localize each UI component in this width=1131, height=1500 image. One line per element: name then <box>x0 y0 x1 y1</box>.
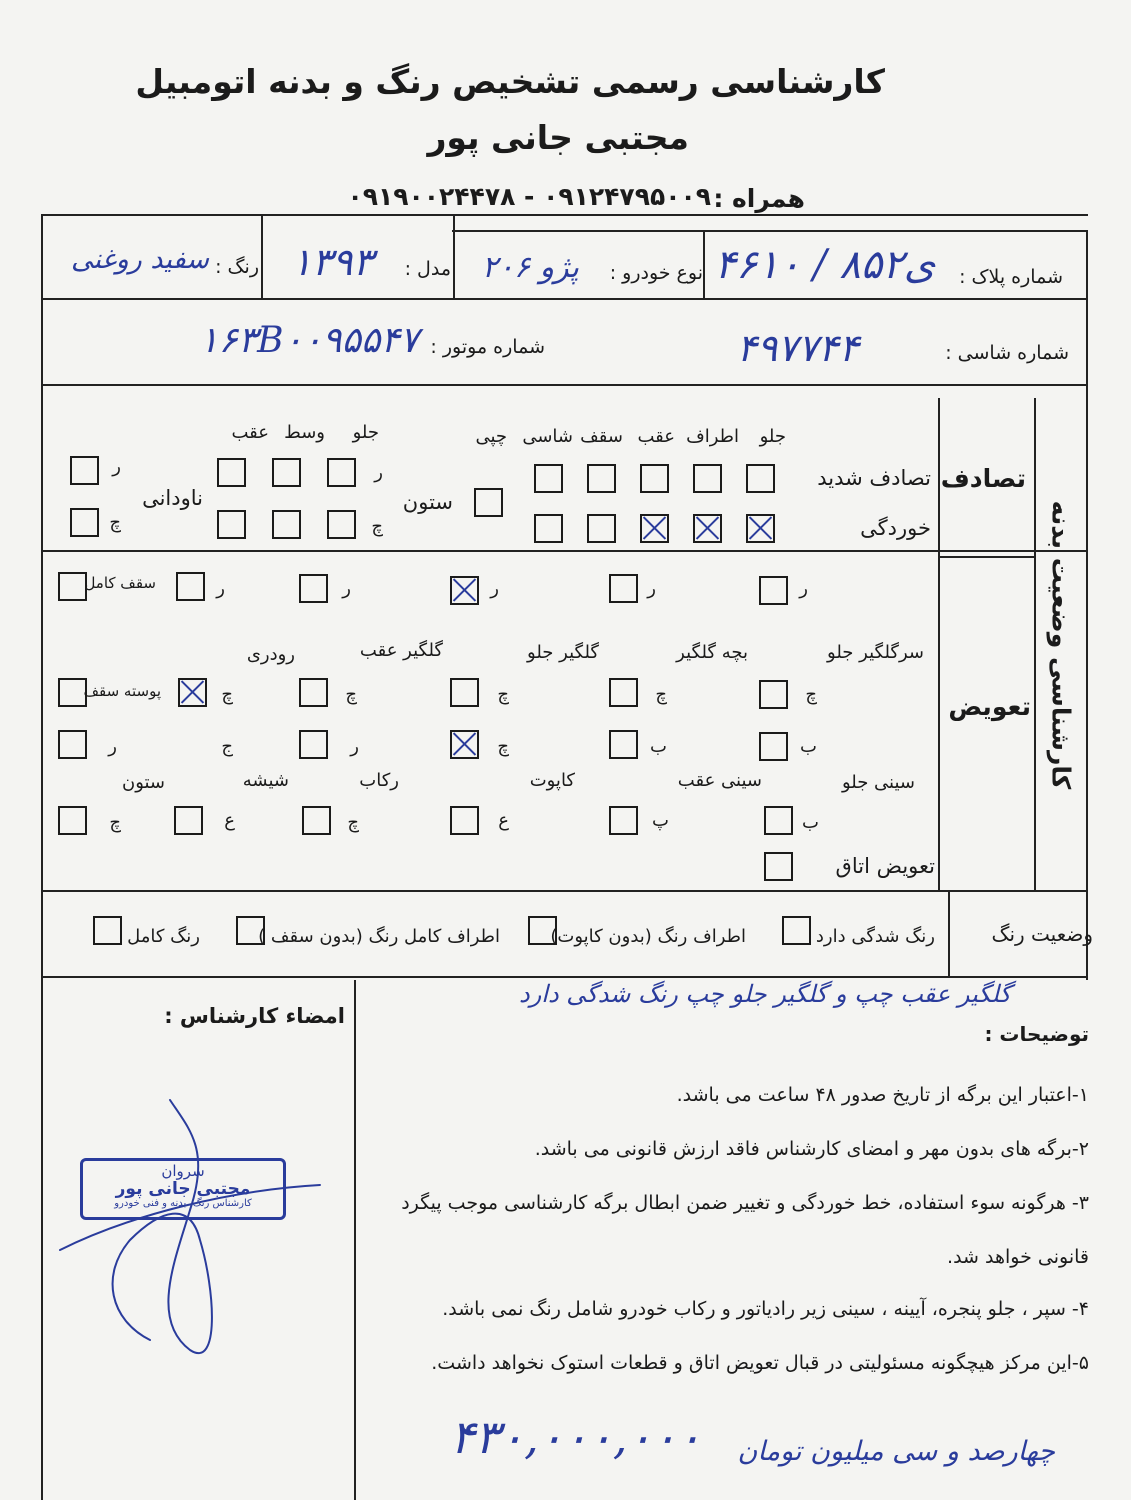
paint-full-sides-no-roof-label: اطراف کامل رنگ (بدون سقف ) <box>258 926 500 947</box>
pillar-ch-label: چ <box>371 516 383 537</box>
pillar-rear-ch-checkbox[interactable] <box>217 510 246 539</box>
replace-pillar-checkbox[interactable] <box>58 806 87 835</box>
note-3: ۳- هرگونه سوء استفاده، خط خوردگی و تغییر ضمن ابطال برگه کارشناسی موجب پیگرد <box>401 1192 1089 1214</box>
row1-top <box>452 230 1088 232</box>
notes-handwritten: گلگیر عقب چپ و گلگیر جلو چپ رنگ شدگی دارد <box>519 980 1011 1008</box>
paint-status-label: وضعیت رنگ <box>991 922 1093 946</box>
price-digits: ۴۳۰,۰۰۰,۰۰۰ <box>450 1410 702 1464</box>
color-label: رنگ : <box>215 256 259 278</box>
fender-child-ch-label: چ <box>655 684 667 705</box>
front-fender-top-b-label: ب <box>800 736 817 757</box>
engine-value: ۱۶۳B۰۰۹۵۵۴۷ <box>199 320 419 361</box>
vline-model-type <box>453 216 455 300</box>
fender-child-r-checkbox[interactable] <box>609 574 638 603</box>
accident-severe-rear-checkbox[interactable] <box>640 464 669 493</box>
vline-type-plate <box>703 230 705 300</box>
pillar-ch-replace-label: چ <box>109 812 121 833</box>
paint-scratch-checkbox[interactable] <box>782 916 811 945</box>
paint-scratch-label: رنگ شدگی دارد <box>815 926 935 947</box>
accident-severe-sides-checkbox[interactable] <box>693 464 722 493</box>
accident-scratch-rear-checkbox[interactable] <box>640 514 669 543</box>
door-j-label: ج <box>221 736 233 757</box>
stamp-rank: سروان <box>161 1162 205 1180</box>
hood-ayn-label: ع <box>498 810 509 831</box>
roof-skin-label: پوسته سقف <box>83 682 161 700</box>
roof-skin-checkbox[interactable] <box>58 678 87 707</box>
accident-bottom <box>42 550 1088 552</box>
paint-bottom <box>42 976 1088 978</box>
gutter-ch-checkbox[interactable] <box>70 508 99 537</box>
pillar-label: ستون <box>402 490 453 514</box>
chassis-value: ۴۹۷۷۴۴ <box>736 326 859 370</box>
sill-ch-label: چ <box>347 812 359 833</box>
note-2: ۲-برگه های بدون مهر و امضای کارشناس فاقد ارزش قانونی می باشد. <box>534 1138 1089 1160</box>
paint-full-label: رنگ کامل <box>127 926 200 947</box>
notes-label: توضیحات : <box>984 1022 1089 1046</box>
accident-scratch-sides-checkbox[interactable] <box>693 514 722 543</box>
chassis-label: شماره شاسی : <box>945 342 1069 364</box>
front-fender-ch2-label: چ <box>497 736 509 757</box>
roof-full-checkbox[interactable] <box>58 572 87 601</box>
fender-child-label: بچه گلگیر <box>676 642 748 663</box>
note-1: ۱-اعتبار این برگه از تاریخ صدور ۴۸ ساعت می باشد. <box>676 1084 1089 1106</box>
accident-section-label: تصادف <box>940 464 1026 493</box>
vline-section-label <box>938 398 940 890</box>
front-fender-top-r-label: ر <box>799 578 808 599</box>
type-value: پژو ۲۰۶ <box>481 250 579 285</box>
gutter-r-checkbox[interactable] <box>70 456 99 485</box>
front-fender-ch-checkbox[interactable] <box>450 678 479 707</box>
roof-skin-r-checkbox[interactable] <box>58 730 87 759</box>
door-r-label: ر <box>216 578 225 599</box>
hood-label: کاپوت <box>529 770 575 791</box>
col-chassis-label: شاسی <box>522 426 573 447</box>
col-sides-label: اطراف <box>686 426 739 447</box>
pillar-front-r-checkbox[interactable] <box>327 458 356 487</box>
vline-side-title <box>1034 398 1036 890</box>
pillar-front-ch-checkbox[interactable] <box>327 510 356 539</box>
roof-full-label: سقف کامل <box>84 574 156 592</box>
row1-bottom <box>42 298 1088 300</box>
gutter-label: ناودانی <box>142 486 203 510</box>
accident-severe-chassis-checkbox[interactable] <box>534 464 563 493</box>
col-left-label: چپی <box>475 426 507 447</box>
hood-checkbox[interactable] <box>450 806 479 835</box>
type-label: نوع خودرو : <box>609 262 703 284</box>
row-scratch-label: خوردگی <box>860 516 931 540</box>
fender-child-b-checkbox[interactable] <box>609 730 638 759</box>
pillar-mid-r-checkbox[interactable] <box>272 458 301 487</box>
signature-label: امضاء کارشناس : <box>164 1004 345 1028</box>
sill-label: رکاب <box>359 770 399 791</box>
glass-ayn-label: ع <box>224 810 235 831</box>
paint-full-checkbox[interactable] <box>93 916 122 945</box>
fender-child-ch-checkbox[interactable] <box>609 678 638 707</box>
pillar-rear-r-checkbox[interactable] <box>217 458 246 487</box>
gutter-r-label: ر <box>112 456 121 477</box>
front-fender-label: گلگیر جلو <box>527 642 599 663</box>
model-value: ۱۳۹۳ <box>291 240 373 284</box>
row-severe-label: تصادف شدید <box>817 466 931 490</box>
front-fender-r-label: ر <box>490 578 499 599</box>
accident-scratch-roof-checkbox[interactable] <box>587 514 616 543</box>
phone-label: همراه : <box>713 184 805 213</box>
cabin-replace-label: تعویض اتاق <box>835 854 935 878</box>
plate-value: ۴۶ی۸۵۲ / ۱۰ <box>714 242 935 288</box>
front-panel-b-label: ب <box>802 812 819 833</box>
rear-panel-label: سینی عقب <box>677 770 762 791</box>
front-fender-top-ch-checkbox[interactable] <box>759 680 788 709</box>
paint-sides-no-hood-label: اطراف رنگ (بدون کاپوت) <box>550 926 746 947</box>
glass-label: شیشه <box>242 770 289 791</box>
col-roof-label: سقف <box>580 426 623 447</box>
plate-label: شماره پلاک : <box>959 266 1063 288</box>
engine-label: شماره موتور : <box>430 336 545 358</box>
cabin-replace-checkbox[interactable] <box>764 852 793 881</box>
note-3-cont: قانونی خواهد شد. <box>947 1246 1089 1268</box>
signature-scribble <box>40 1090 330 1390</box>
front-fender-top-r-checkbox[interactable] <box>759 576 788 605</box>
paint-full-sides-no-roof-checkbox[interactable] <box>236 916 265 945</box>
accident-scratch-chassis-checkbox[interactable] <box>534 514 563 543</box>
pillar-r-label: ر <box>374 462 383 483</box>
stamp-subtitle: کارشناس رنگ، بدنه و فنی خودرو <box>114 1198 252 1209</box>
rear-fender-r-label: ر <box>342 578 351 599</box>
body-condition-side-title: کارشناسی وضعیت بدنه <box>1046 500 1076 790</box>
col-front-label: جلو <box>759 426 786 447</box>
rear-fender-label: گلگیر عقب <box>359 640 443 661</box>
stamp-name: مجتبی جانی پور <box>115 1179 251 1199</box>
note-4: ۴- سپر ، جلو پنجره، آیینه ، سینی زیر رادیاتور و رکاب خودرو شامل رنگ نمی باشد. <box>442 1298 1089 1320</box>
pillar-front-label: جلو <box>352 422 379 443</box>
expert-name: مجتبی جانی پور <box>427 118 689 157</box>
accident-severe-front-checkbox[interactable] <box>746 464 775 493</box>
sill-checkbox[interactable] <box>302 806 331 835</box>
gutter-ch-label: چ <box>109 512 121 533</box>
vline-notes-signature <box>354 980 356 1500</box>
door-label: رودری <box>246 644 295 665</box>
replace-bottom <box>42 890 1088 892</box>
row2-bottom <box>42 384 1088 386</box>
rear-panel-p-label: پ <box>652 810 669 831</box>
replace-section-label: تعویض <box>948 692 1031 721</box>
color-value: سفید روغنی <box>70 244 209 275</box>
front-fender-top-ch-label: چ <box>805 684 817 705</box>
rear-fender-r2-checkbox[interactable] <box>299 730 328 759</box>
note-5: ۵-این مرکز هیچگونه مسئولیتی در قبال تعویض اتاق و قطعات استوک نخواهد داشت. <box>431 1352 1089 1374</box>
vline-paint-label <box>948 890 950 978</box>
door-ch-checkbox[interactable] <box>178 678 207 707</box>
form-title: کارشناسی رسمی تشخیص رنگ و بدنه اتومبیل <box>135 62 885 101</box>
rear-fender-ch-checkbox[interactable] <box>299 678 328 707</box>
accident-severe-roof-checkbox[interactable] <box>587 464 616 493</box>
hline-accident-replace-label <box>938 556 1036 558</box>
pillar-mid-ch-checkbox[interactable] <box>272 510 301 539</box>
fender-child-b-label: ب <box>650 736 667 757</box>
model-label: مدل : <box>404 258 451 280</box>
fender-child-r-label: ر <box>647 578 656 599</box>
accident-scratch-front-checkbox[interactable] <box>746 514 775 543</box>
front-fender-ch-label: چ <box>497 684 509 705</box>
phone-numbers: ۰۹۱۲۴۷۹۵۰۰۹ - ۰۹۱۹۰۰۲۴۴۷۸ <box>347 182 711 211</box>
pillar-rear-label: عقب <box>231 422 269 443</box>
roof-skin-r-label: ر <box>108 736 117 757</box>
door-r-checkbox[interactable] <box>176 572 205 601</box>
front-fender-top-b-checkbox[interactable] <box>759 732 788 761</box>
front-panel-label: سینی جلو <box>841 772 915 793</box>
paint-sides-no-hood-checkbox[interactable] <box>528 916 557 945</box>
front-fender-ch2-checkbox[interactable] <box>450 730 479 759</box>
price-words: چهارصد و سی میلیون تومان <box>737 1436 1055 1467</box>
front-fender-r-checkbox[interactable] <box>450 576 479 605</box>
replace-pillar-label: ستون <box>121 772 165 793</box>
front-fender-top-label: سرگلگیر جلو <box>827 642 924 663</box>
rear-fender-r-checkbox[interactable] <box>299 574 328 603</box>
outer-top <box>42 214 1088 216</box>
glass-checkbox[interactable] <box>174 806 203 835</box>
rear-fender-ch-label: چ <box>345 684 357 705</box>
vline-color-model <box>261 216 263 300</box>
col-rear-label: عقب <box>637 426 675 447</box>
outer-right <box>1086 232 1088 980</box>
pillar-mid-label: وسط <box>284 422 325 443</box>
front-panel-checkbox[interactable] <box>764 806 793 835</box>
door-ch-label: چ <box>221 684 233 705</box>
rear-panel-checkbox[interactable] <box>609 806 638 835</box>
rear-fender-r2-label: ر <box>350 736 359 757</box>
accident-left-checkbox[interactable] <box>474 488 503 517</box>
